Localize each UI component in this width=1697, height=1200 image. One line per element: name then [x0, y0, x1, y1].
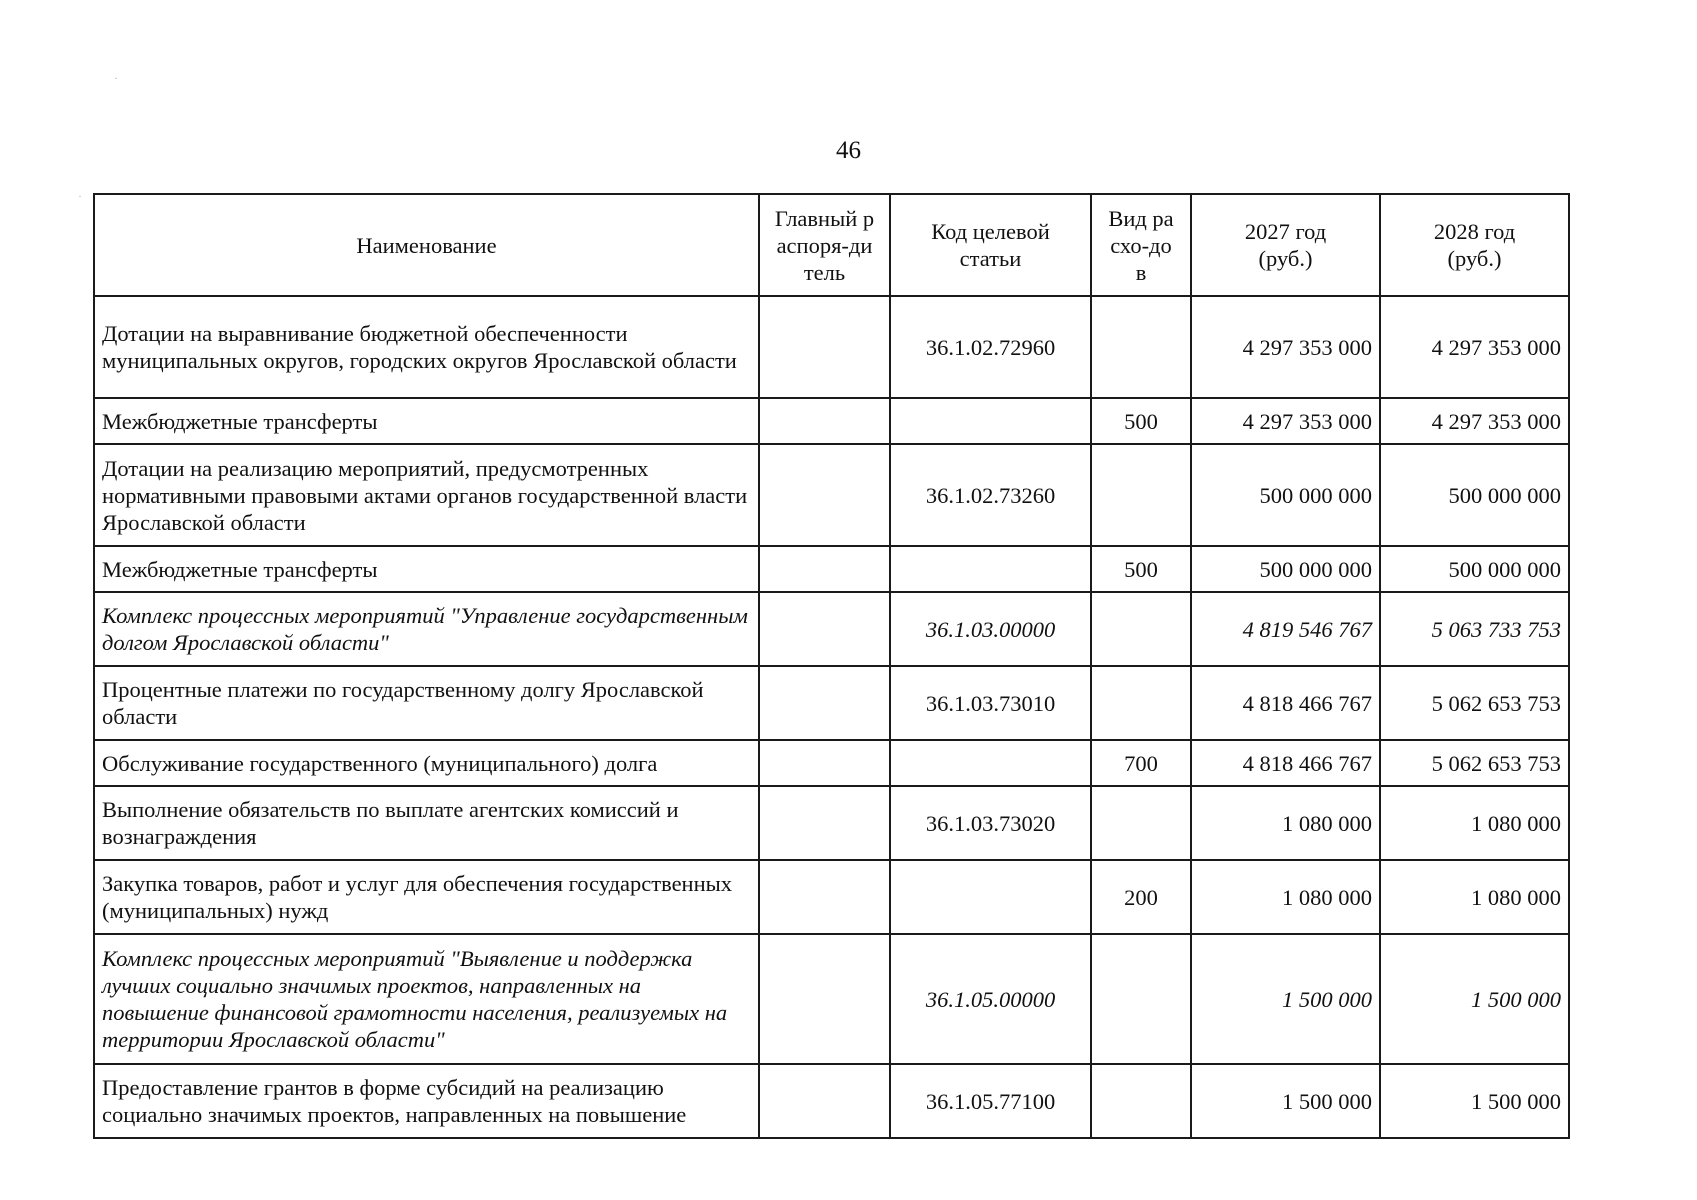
- cell-type: 500: [1091, 398, 1191, 444]
- cell-type: [1091, 666, 1191, 740]
- scan-speck: ·: [114, 71, 118, 85]
- cell-manager: [759, 444, 890, 546]
- cell-code: 36.1.02.73260: [890, 444, 1091, 546]
- cell-code: 36.1.03.00000: [890, 592, 1091, 666]
- cell-y2027: 4 297 353 000: [1191, 398, 1380, 444]
- cell-type: [1091, 1064, 1191, 1138]
- cell-y2027: 4 818 466 767: [1191, 666, 1380, 740]
- cell-type: 700: [1091, 740, 1191, 786]
- scan-speck: ·: [78, 189, 82, 203]
- cell-y2027: 4 818 466 767: [1191, 740, 1380, 786]
- table-row: [94, 1064, 1569, 1138]
- table-row: [94, 398, 1569, 444]
- cell-y2027: 1 080 000: [1191, 786, 1380, 860]
- table-row: [94, 666, 1569, 740]
- cell-name: Межбюджетные трансферты: [94, 546, 759, 592]
- cell-type: [1091, 786, 1191, 860]
- cell-name: Дотации на выравнивание бюджетной обеспеченности муниципальных округов, городских округов Ярославской области: [94, 296, 759, 398]
- header-2028-text: 2028 год (руб.): [1433, 219, 1516, 271]
- cell-manager: [759, 666, 890, 740]
- cell-manager: [759, 296, 890, 398]
- cell-y2027: 4 297 353 000: [1191, 296, 1380, 398]
- cell-y2028: 1 080 000: [1380, 786, 1569, 860]
- cell-y2028: 500 000 000: [1380, 546, 1569, 592]
- header-code-text: Код целевой статьи: [931, 219, 1050, 271]
- cell-code: 36.1.03.73020: [890, 786, 1091, 860]
- cell-name: Межбюджетные трансферты: [94, 398, 759, 444]
- table-row: [94, 860, 1569, 934]
- header-manager: [759, 194, 890, 296]
- cell-code: [890, 860, 1091, 934]
- table-row: [94, 592, 1569, 666]
- cell-code: [890, 398, 1091, 444]
- cell-name: Комплекс процессных мероприятий "Выявление и поддержка лучших социально значимых проектов, направленных на повышение финансовой грамотности населения, реализуемых на территории Ярославской области": [94, 934, 759, 1064]
- header-2027-text: 2027 год (руб.): [1244, 219, 1327, 271]
- table-row: [94, 444, 1569, 546]
- cell-y2028: 4 297 353 000: [1380, 296, 1569, 398]
- header-type: [1091, 194, 1191, 296]
- table-row: [94, 786, 1569, 860]
- cell-y2028: 4 297 353 000: [1380, 398, 1569, 444]
- header-name: Наименование: [94, 194, 759, 296]
- cell-y2027: 1 080 000: [1191, 860, 1380, 934]
- cell-manager: [759, 786, 890, 860]
- cell-y2028: 1 500 000: [1380, 934, 1569, 1064]
- cell-code: 36.1.05.00000: [890, 934, 1091, 1064]
- header-code: [890, 194, 1091, 296]
- cell-y2027: 500 000 000: [1191, 546, 1380, 592]
- cell-name: Комплекс процессных мероприятий "Управление государственным долгом Ярославской области": [94, 592, 759, 666]
- cell-type: [1091, 592, 1191, 666]
- cell-y2028: 1 500 000: [1380, 1064, 1569, 1138]
- cell-code: [890, 740, 1091, 786]
- header-manager-text: Главный распоря-дитель: [774, 205, 875, 285]
- table-body: [94, 296, 1569, 1138]
- cell-name: Дотации на реализацию мероприятий, предусмотренных нормативными правовыми актами органов государственной власти Ярославской области: [94, 444, 759, 546]
- cell-y2028: 5 063 733 753: [1380, 592, 1569, 666]
- cell-y2027: 500 000 000: [1191, 444, 1380, 546]
- cell-manager: [759, 546, 890, 592]
- cell-name: Обслуживание государственного (муниципального) долга: [94, 740, 759, 786]
- cell-name: Предоставление грантов в форме субсидий на реализацию социально значимых проектов, направленных на повышение: [94, 1064, 759, 1138]
- cell-y2028: 5 062 653 753: [1380, 666, 1569, 740]
- cell-y2028: 5 062 653 753: [1380, 740, 1569, 786]
- budget-table: [93, 193, 1570, 1139]
- cell-y2027: 4 819 546 767: [1191, 592, 1380, 666]
- cell-code: 36.1.02.72960: [890, 296, 1091, 398]
- cell-y2028: 500 000 000: [1380, 444, 1569, 546]
- header-2027: [1191, 194, 1380, 296]
- header-type-text: Вид расхо-дов: [1108, 205, 1174, 285]
- cell-manager: [759, 398, 890, 444]
- cell-type: 200: [1091, 860, 1191, 934]
- table-row: [94, 296, 1569, 398]
- cell-manager: [759, 934, 890, 1064]
- cell-y2027: 1 500 000: [1191, 934, 1380, 1064]
- page-number: 46: [836, 137, 861, 164]
- cell-code: 36.1.05.77100: [890, 1064, 1091, 1138]
- cell-name: Процентные платежи по государственному долгу Ярославской области: [94, 666, 759, 740]
- table-row: [94, 740, 1569, 786]
- cell-manager: [759, 592, 890, 666]
- table-row: [94, 546, 1569, 592]
- cell-y2027: 1 500 000: [1191, 1064, 1380, 1138]
- cell-manager: [759, 740, 890, 786]
- cell-code: 36.1.03.73010: [890, 666, 1091, 740]
- cell-name: Выполнение обязательств по выплате агентских комиссий и вознаграждения: [94, 786, 759, 860]
- table-row: [94, 934, 1569, 1064]
- table-header-row: [94, 194, 1569, 296]
- cell-code: [890, 546, 1091, 592]
- cell-manager: [759, 860, 890, 934]
- cell-type: [1091, 296, 1191, 398]
- cell-type: [1091, 444, 1191, 546]
- cell-type: [1091, 934, 1191, 1064]
- header-2028: [1380, 194, 1569, 296]
- cell-type: 500: [1091, 546, 1191, 592]
- cell-name: Закупка товаров, работ и услуг для обеспечения государственных (муниципальных) нужд: [94, 860, 759, 934]
- cell-manager: [759, 1064, 890, 1138]
- cell-y2028: 1 080 000: [1380, 860, 1569, 934]
